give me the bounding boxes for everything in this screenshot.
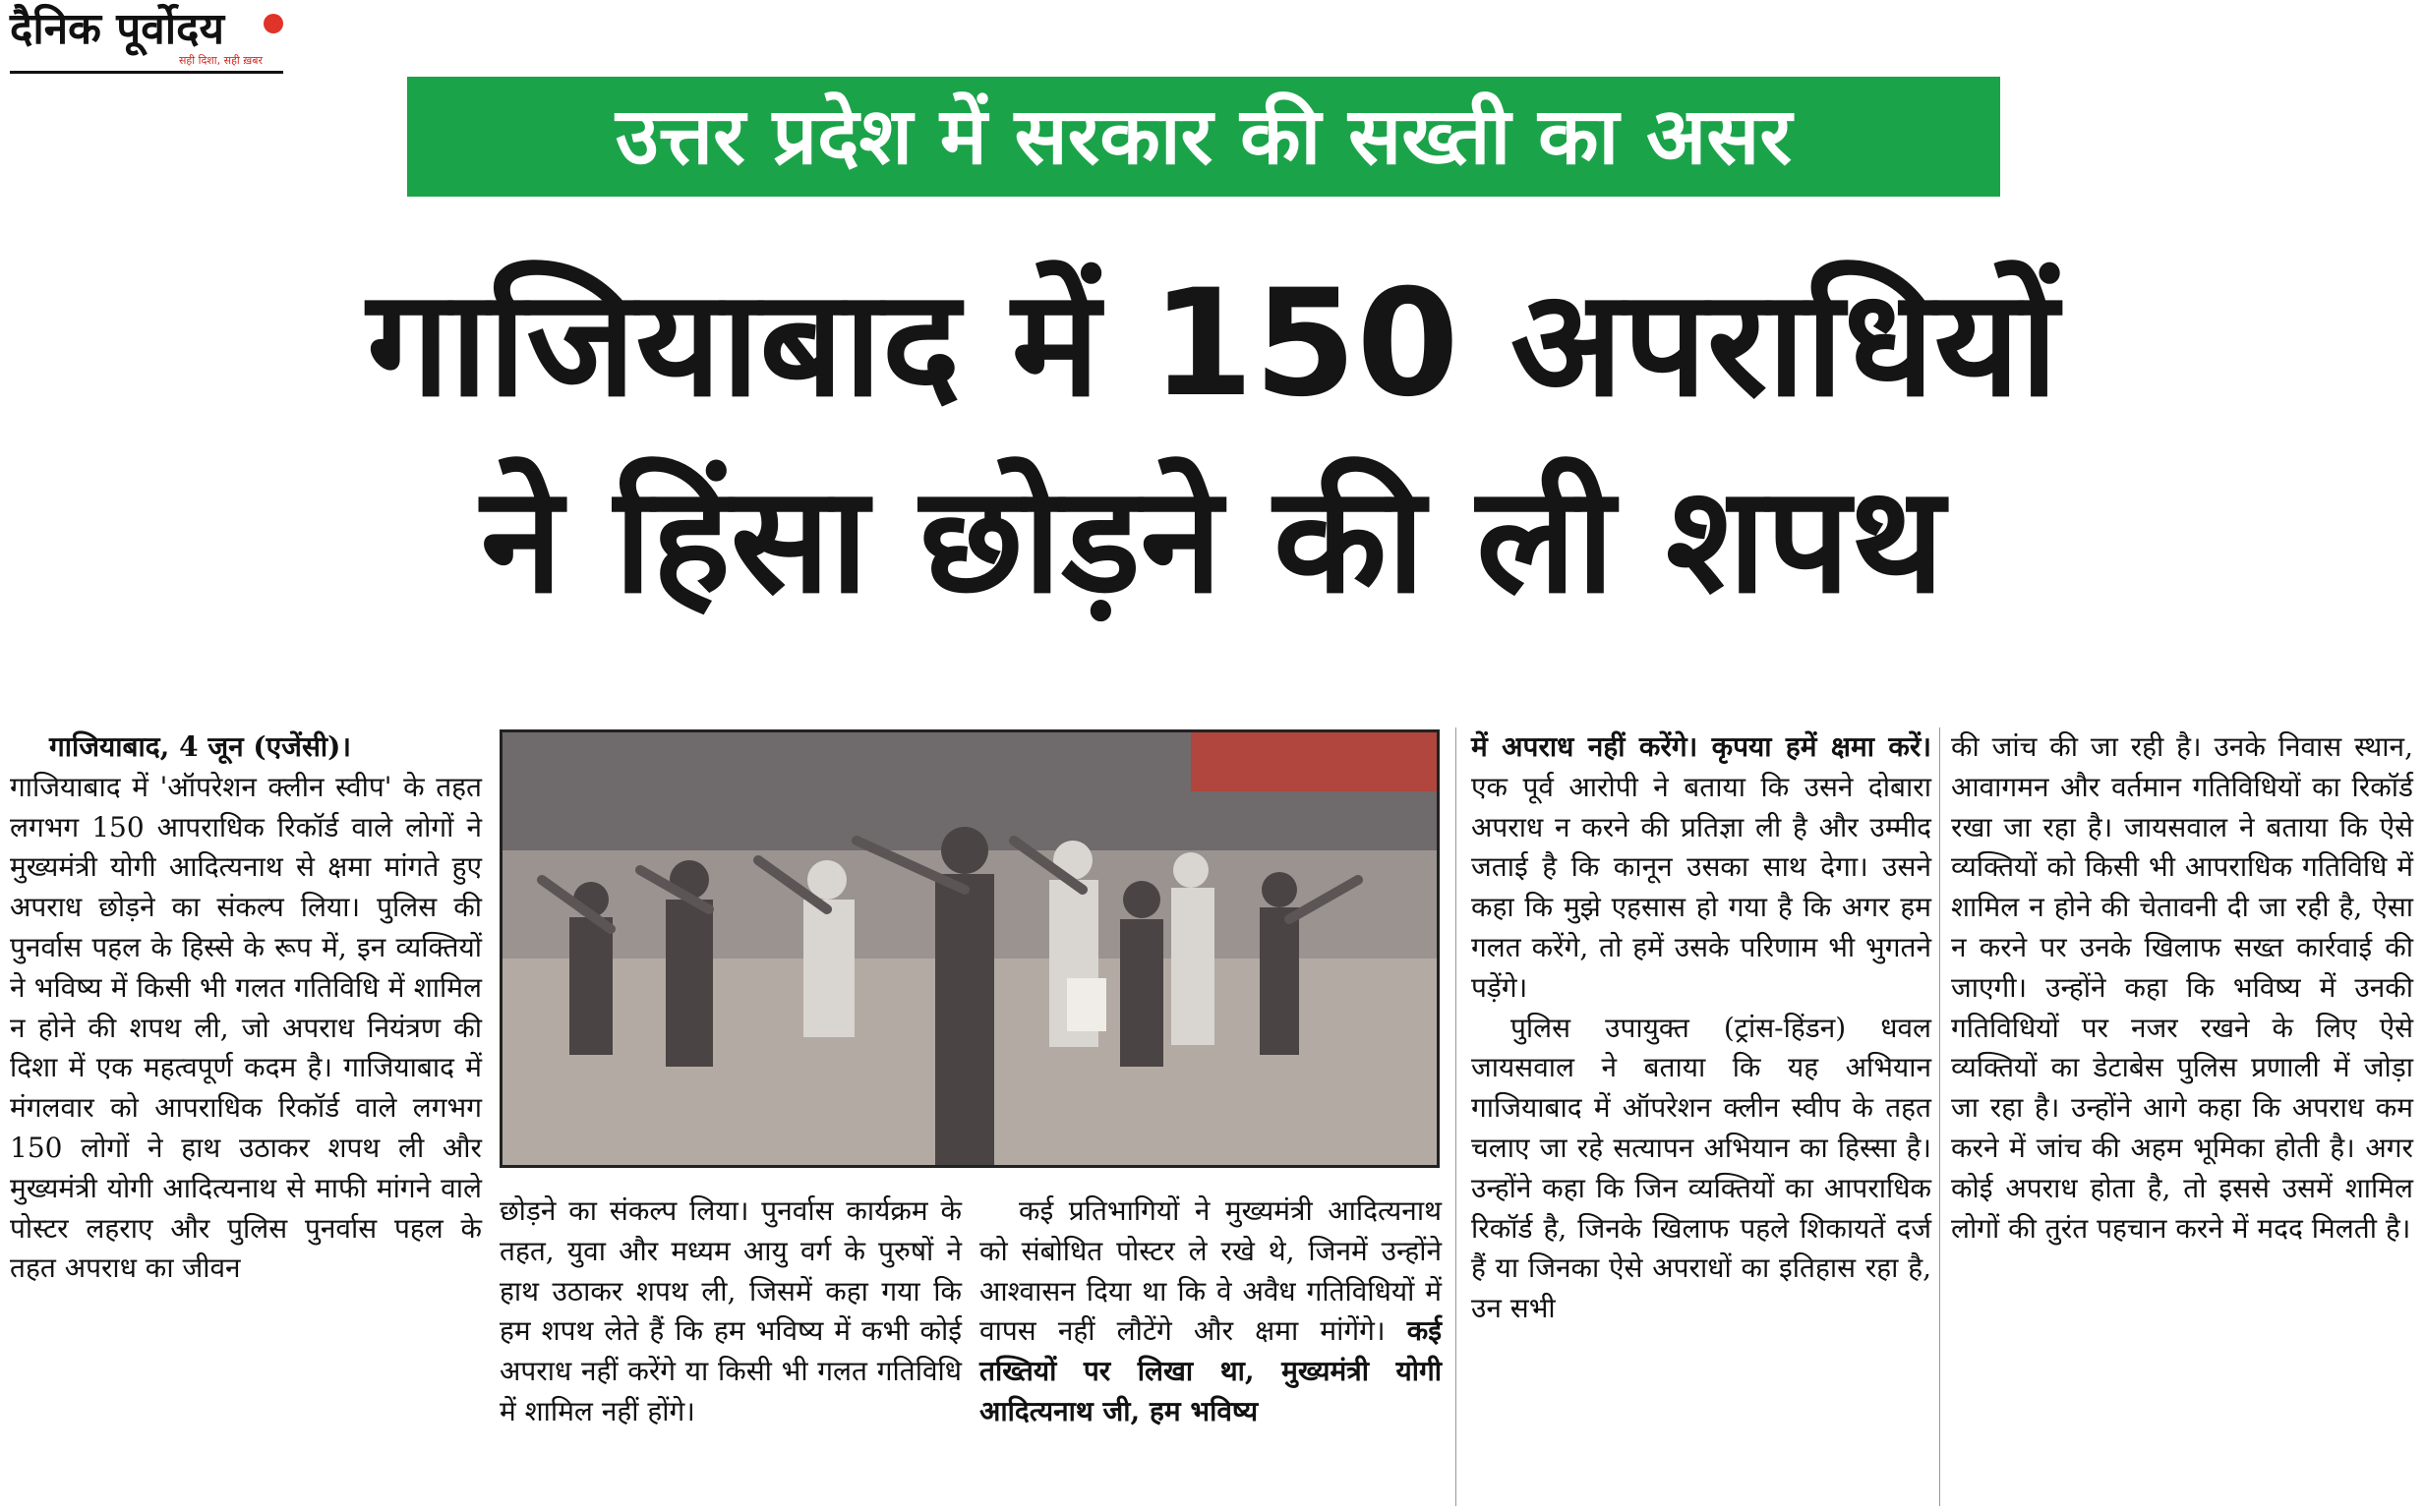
crowd-photo-illustration [503, 732, 1437, 1165]
article-col3-quote: कई तख्तियों पर लिखा था, मुख्यमंत्री योगी आदित्यनाथ जी, हम भविष्य [979, 1314, 1442, 1427]
article-col4-quote: में अपराध नहीं करेंगे। कृपया हमें क्षमा करें। [1471, 730, 1931, 763]
masthead-rule [10, 71, 283, 74]
article-col2-text: छोड़ने का संकल्प लिया। पुनर्वास कार्यक्रम के तहत, युवा और मध्यम आयु वर्ग के पुरुषों ने हाथ उठाकर शपथ ली, जिसमें कहा गया कि हम शपथ लेते हैं कि हम भविष्य में कभी कोई अपराध नहीं करेंगे या किसी भी गलत गतिविधि में शामिल नहीं होंगे। [500, 1194, 962, 1427]
headline-line-2: ने हिंसा छोड़ने की ली शपथ [480, 455, 1945, 626]
headline-line-1: गाजियाबाद में 150 अपराधियों [367, 259, 2058, 430]
kicker-text: उत्तर प्रदेश में सरकार की सख्ती का असर [615, 90, 1793, 182]
article-col3-text: कई प्रतिभागियों ने मुख्यमंत्री आदित्यनाथ को संबोधित पोस्टर ले रखे थे, जिनमें उन्होंने आश्वासन दिया था कि वे अवैध गतिविधियों में वापस नहीं लौटेंगे और क्षमा मांगेंगे। [979, 1194, 1442, 1348]
kicker-banner [407, 77, 2000, 197]
article-column-4 [1471, 727, 1931, 1504]
article-col5-text: की जांच की जा रही है। उनके निवास स्थान, आवागमन और वर्तमान गतिविधियों का रिकॉर्ड रखा जा रहा है। जायसवाल ने बताया कि ऐसे व्यक्तियों को किसी भी आपराधिक गतिविधि में शामिल न होने की चेतावनी दी जा रही है, ऐसा न करने पर उनके खिलाफ सख्त कार्रवाई की जाएगी। उन्होंने कहा कि भविष्य में उनकी गतिविधियों पर नजर रखने के लिए ऐसे व्यक्तियों का डेटाबेस पुलिस प्रणाली में जोड़ा जा रहा है। उन्होंने आगे कहा कि अपराध कम करने में जांच की अहम भूमिका होती है। अगर कोई अपराध होता है, तो इससे उसमें शामिल लोगों की तुरंत पहचान करने में मदद मिलती है। [1951, 730, 2413, 1245]
masthead-logo-dot [264, 14, 283, 33]
masthead-tagline: सही दिशा, सही ख़बर [179, 54, 264, 67]
article-col1-text: गाजियाबाद में 'ऑपरेशन क्लीन स्वीप' के तहत लगभग 150 आपराधिक रिकॉर्ड वाले लोगों ने मुख्यमंत्री योगी आदित्यनाथ से क्षमा मांगते हुए अपराध छोड़ने का संकल्प लिया। पुलिस की पुनर्वास पहल के हिस्से के रूप में, इन व्यक्तियों ने भविष्य में किसी भी गलत गतिविधि में शामिल न होने की शपथ ली, जो अपराध नियंत्रण की दिशा में एक महत्वपूर्ण कदम है। गाजियाबाद में मंगलवार को आपराधिक रिकॉर्ड वाले लगभग 150 लोगों ने हाथ उठाकर शपथ ली और मुख्यमंत्री योगी आदित्यनाथ से माफी मांगने वाले पोस्टर लहराए और पुलिस पुनर्वास पहल के तहत अपराध का जीवन [10, 770, 482, 1285]
column-divider [1455, 727, 1456, 1506]
article-col4-text: एक पूर्व आरोपी ने बताया कि उसने दोबारा अपराध न करने की प्रतिज्ञा ली है और उम्मीद जताई है कि कानून उसका साथ देगा। उसने कहा कि मुझे एहसास हो गया है कि अगर हम गलत करेंगे, तो हमें उसके परिणाम भी भुगतने पड़ेंगे। [1471, 770, 1931, 1004]
article-column-5 [1951, 727, 2413, 1504]
column-divider [1939, 727, 1940, 1506]
news-photo [500, 729, 1440, 1168]
masthead [10, 4, 285, 73]
article-column-2 [500, 1192, 962, 1506]
dateline: गाजियाबाद, 4 जून (एजेंसी)। [49, 730, 351, 763]
masthead-name: दैनिक पूर्वोदय [10, 4, 225, 54]
headline [0, 246, 2425, 639]
article-column-1 [10, 727, 482, 1504]
article-column-3 [979, 1192, 1442, 1506]
article-col4-paragraph-2: पुलिस उपायुक्त (ट्रांस-हिंडन) धवल जायसवाल ने बताया कि यह अभियान गाजियाबाद में ऑपरेशन क्लीन स्वीप के तहत चलाए जा रहे सत्यापन अभियान का हिस्सा है। उन्होंने कहा कि जिन व्यक्तियों का आपराधिक रिकॉर्ड है, जिनके खिलाफ पहले शिकायतें दर्ज हैं या जिनका ऐसे अपराधों का इतिहास रहा है, उन सभी [1471, 1011, 1931, 1325]
